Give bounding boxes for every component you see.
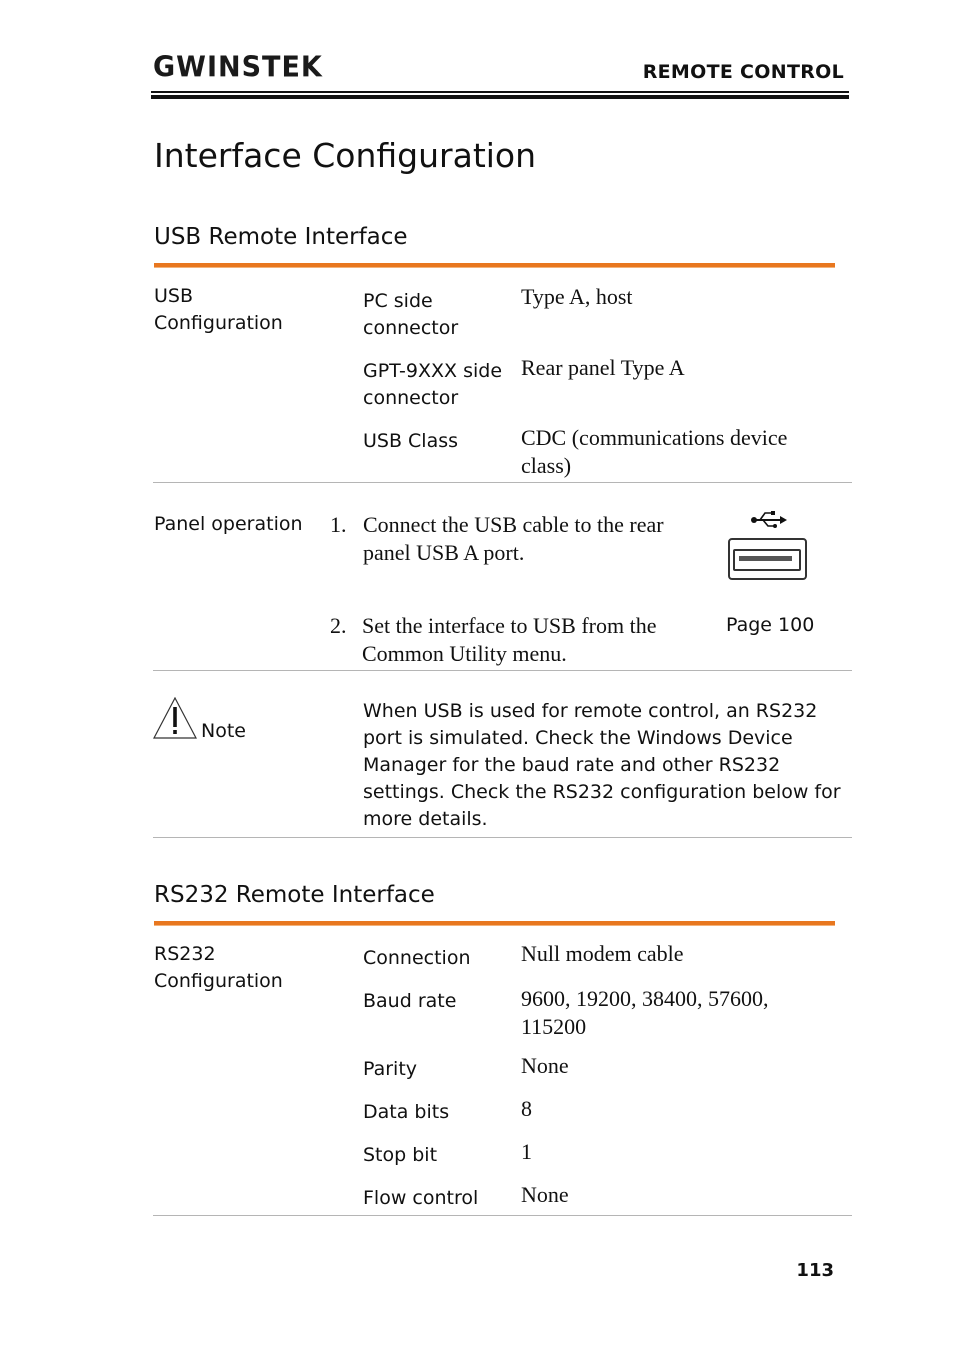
param-line: connector bbox=[363, 317, 459, 339]
note-line: settings. Check the RS232 configuration below for bbox=[363, 781, 841, 803]
usb-param-class: USB Class bbox=[363, 430, 459, 452]
page-number: 113 bbox=[796, 1260, 834, 1281]
note-line: more details. bbox=[363, 808, 488, 830]
note-line: port is simulated. Check the Windows Device bbox=[363, 727, 793, 749]
panel-operation-label: Panel operation bbox=[154, 513, 303, 535]
rs232-config-label bbox=[154, 941, 283, 995]
rs232-param-connection: Connection bbox=[363, 947, 471, 969]
note-line: Manager for the baud rate and other RS232 bbox=[363, 754, 781, 776]
value-line: 115200 bbox=[521, 1014, 587, 1039]
usb-config-label-line1: USB bbox=[154, 285, 194, 307]
step-line: Set the interface to USB from the bbox=[362, 613, 657, 638]
rs232-param-baud: Baud rate bbox=[363, 990, 457, 1012]
usb-value-class bbox=[521, 424, 787, 480]
param-line: connector bbox=[363, 387, 459, 409]
note-text bbox=[363, 698, 841, 833]
header-rule-thick bbox=[151, 95, 849, 99]
step-number: 1. bbox=[330, 512, 347, 537]
param-line: PC side bbox=[363, 290, 433, 312]
step-text bbox=[362, 612, 656, 668]
rs232-section-heading: RS232 Remote Interface bbox=[154, 882, 435, 908]
usb-param-pc-side bbox=[363, 288, 458, 342]
rs232-param-flow: Flow control bbox=[363, 1187, 479, 1209]
rs232-value-parity: None bbox=[521, 1053, 569, 1078]
rs232-param-parity: Parity bbox=[363, 1058, 418, 1080]
rs232-config-label-line1: RS232 bbox=[154, 943, 216, 965]
step-line: Common Utility menu. bbox=[362, 641, 567, 666]
step-text bbox=[363, 511, 664, 567]
header-rule bbox=[151, 91, 849, 93]
rs232-param-data-bits: Data bits bbox=[363, 1101, 450, 1123]
page-reference-link[interactable]: Page 100 bbox=[726, 614, 815, 636]
value-line: 9600, 19200, 38400, 57600, bbox=[521, 986, 769, 1011]
step-number: 2. bbox=[330, 613, 347, 638]
value-line: CDC (communications device bbox=[521, 425, 788, 450]
warning-icon bbox=[153, 697, 197, 739]
brand-logo: GWINSTEK bbox=[153, 51, 323, 84]
usb-port-contacts bbox=[739, 556, 792, 561]
rs232-value-data-bits: 8 bbox=[521, 1096, 532, 1121]
usb-param-device-side bbox=[363, 358, 502, 412]
value-line: class) bbox=[521, 453, 572, 478]
usb-config-label-line2: Configuration bbox=[154, 312, 283, 334]
usb-icon bbox=[750, 509, 790, 531]
rs232-value-connection: Null modem cable bbox=[521, 941, 684, 966]
step-line: Connect the USB cable to the rear bbox=[363, 512, 664, 537]
rs232-config-label-line2: Configuration bbox=[154, 970, 283, 992]
note-line: When USB is used for remote control, an RS232 bbox=[363, 700, 818, 722]
row-divider bbox=[153, 837, 852, 838]
rs232-param-stop-bit: Stop bit bbox=[363, 1144, 438, 1166]
param-line: GPT-9XXX side bbox=[363, 360, 503, 382]
row-divider bbox=[153, 1215, 852, 1216]
page-title: Interface Configuration bbox=[154, 136, 537, 175]
usb-heading-rule bbox=[154, 263, 835, 267]
row-divider bbox=[153, 670, 852, 671]
usb-value-device-side: Rear panel Type A bbox=[521, 355, 685, 380]
row-divider bbox=[153, 482, 852, 483]
rs232-value-baud bbox=[521, 985, 769, 1041]
rs232-value-flow: None bbox=[521, 1182, 569, 1207]
rs232-value-stop-bit: 1 bbox=[521, 1139, 532, 1164]
usb-section-heading: USB Remote Interface bbox=[154, 224, 408, 250]
step-line: panel USB A port. bbox=[363, 540, 525, 565]
rs232-heading-rule bbox=[154, 921, 835, 925]
note-label: Note bbox=[201, 720, 246, 742]
usb-config-label bbox=[154, 283, 283, 337]
section-header: REMOTE CONTROL bbox=[642, 61, 844, 83]
usb-value-pc-side: Type A, host bbox=[521, 284, 633, 309]
